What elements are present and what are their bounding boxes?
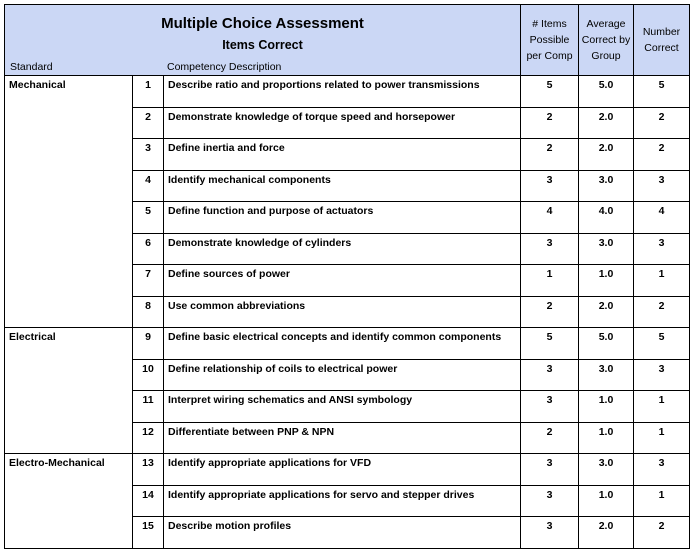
number-correct-value: 5: [634, 328, 690, 360]
standard-column-header: Standard: [10, 61, 53, 73]
competency-number: 9: [133, 328, 164, 360]
table-row: [5, 391, 690, 423]
competency-number: 3: [133, 139, 164, 171]
average-correct-value: 4.0: [579, 202, 634, 234]
items-possible-value: 2: [521, 139, 579, 171]
average-correct-value: 2.0: [579, 107, 634, 139]
competency-description: Demonstrate knowledge of torque speed and horsepower: [164, 107, 521, 139]
table-row: [5, 76, 690, 108]
items-possible-value: 5: [521, 328, 579, 360]
competency-description: Interpret wiring schematics and ANSI symbology: [164, 391, 521, 423]
competency-description: Describe motion profiles: [164, 517, 521, 549]
number-correct-value: 2: [634, 107, 690, 139]
competency-number: 12: [133, 422, 164, 454]
standard-cell: Electro-Mechanical: [5, 454, 133, 486]
average-correct-column-header: Average Correct by Group: [579, 5, 634, 76]
number-correct-value: 3: [634, 233, 690, 265]
table-row: [5, 202, 690, 234]
table-row: [5, 107, 690, 139]
number-correct-value: 5: [634, 76, 690, 108]
items-possible-value: 2: [521, 422, 579, 454]
average-correct-value: 1.0: [579, 485, 634, 517]
competency-description: Use common abbreviations: [164, 296, 521, 328]
average-correct-value: 3.0: [579, 170, 634, 202]
items-possible-column-header: # Items Possible per Comp: [521, 5, 579, 76]
table-row: [5, 517, 690, 549]
competency-number: 2: [133, 107, 164, 139]
assessment-table: [4, 4, 690, 549]
number-correct-value: 2: [634, 139, 690, 171]
page-subtitle: Items Correct: [222, 38, 303, 52]
standard-cell: [5, 170, 133, 202]
number-correct-value: 3: [634, 359, 690, 391]
standard-cell: [5, 359, 133, 391]
number-correct-value: 3: [634, 170, 690, 202]
table-row: [5, 296, 690, 328]
competency-description: Identify appropriate applications for servo and stepper drives: [164, 485, 521, 517]
standard-cell: Electrical: [5, 328, 133, 360]
standard-cell: [5, 265, 133, 297]
competency-description: Define inertia and force: [164, 139, 521, 171]
assessment-table-wrapper: [4, 4, 690, 549]
items-possible-value: 3: [521, 485, 579, 517]
table-body: [5, 76, 690, 549]
competency-number: 11: [133, 391, 164, 423]
title-cell: [5, 5, 521, 76]
header-row: [5, 5, 690, 76]
items-possible-value: 3: [521, 454, 579, 486]
standard-cell: [5, 422, 133, 454]
standard-cell: [5, 391, 133, 423]
competency-description: Identify mechanical components: [164, 170, 521, 202]
items-possible-value: 5: [521, 76, 579, 108]
standard-cell: [5, 107, 133, 139]
items-possible-value: 1: [521, 265, 579, 297]
competency-number: 1: [133, 76, 164, 108]
competency-description: Demonstrate knowledge of cylinders: [164, 233, 521, 265]
items-possible-value: 3: [521, 233, 579, 265]
standard-cell: [5, 202, 133, 234]
competency-number: 5: [133, 202, 164, 234]
items-possible-value: 2: [521, 296, 579, 328]
average-correct-value: 1.0: [579, 265, 634, 297]
competency-description: Define function and purpose of actuators: [164, 202, 521, 234]
number-correct-column-header: Number Correct: [634, 5, 690, 76]
table-row: [5, 265, 690, 297]
average-correct-value: 2.0: [579, 139, 634, 171]
number-correct-value: 3: [634, 454, 690, 486]
table-row: [5, 328, 690, 360]
competency-description: Identify appropriate applications for VFD: [164, 454, 521, 486]
number-correct-value: 2: [634, 296, 690, 328]
competency-number: 6: [133, 233, 164, 265]
competency-number: 8: [133, 296, 164, 328]
average-correct-value: 2.0: [579, 517, 634, 549]
average-correct-value: 2.0: [579, 296, 634, 328]
standard-cell: [5, 485, 133, 517]
competency-description: Define sources of power: [164, 265, 521, 297]
average-correct-value: 1.0: [579, 391, 634, 423]
standard-cell: [5, 139, 133, 171]
average-correct-value: 3.0: [579, 359, 634, 391]
competency-number: 14: [133, 485, 164, 517]
average-correct-value: 5.0: [579, 76, 634, 108]
competency-number: 4: [133, 170, 164, 202]
competency-description: Define basic electrical concepts and identify common components: [164, 328, 521, 360]
standard-cell: [5, 233, 133, 265]
standard-cell: [5, 517, 133, 549]
table-row: [5, 454, 690, 486]
average-correct-value: 1.0: [579, 422, 634, 454]
competency-number: 7: [133, 265, 164, 297]
competency-description: Describe ratio and proportions related to power transmissions: [164, 76, 521, 108]
table-row: [5, 170, 690, 202]
number-correct-value: 1: [634, 485, 690, 517]
table-row: [5, 422, 690, 454]
competency-number: 10: [133, 359, 164, 391]
standard-cell: Mechanical: [5, 76, 133, 108]
competency-description: Define relationship of coils to electrical power: [164, 359, 521, 391]
number-correct-value: 4: [634, 202, 690, 234]
number-correct-value: 1: [634, 391, 690, 423]
average-correct-value: 3.0: [579, 233, 634, 265]
number-correct-value: 1: [634, 422, 690, 454]
table-row: [5, 485, 690, 517]
items-possible-value: 3: [521, 517, 579, 549]
competency-number: 15: [133, 517, 164, 549]
average-correct-value: 5.0: [579, 328, 634, 360]
number-correct-value: 2: [634, 517, 690, 549]
items-possible-value: 2: [521, 107, 579, 139]
standard-cell: [5, 296, 133, 328]
table-row: [5, 233, 690, 265]
table-row: [5, 139, 690, 171]
competency-description: Differentiate between PNP & NPN: [164, 422, 521, 454]
page-title: Multiple Choice Assessment: [161, 15, 364, 32]
items-possible-value: 4: [521, 202, 579, 234]
number-correct-value: 1: [634, 265, 690, 297]
items-possible-value: 3: [521, 170, 579, 202]
table-row: [5, 359, 690, 391]
competency-number: 13: [133, 454, 164, 486]
average-correct-value: 3.0: [579, 454, 634, 486]
items-possible-value: 3: [521, 359, 579, 391]
items-possible-value: 3: [521, 391, 579, 423]
competency-column-header: Competency Description: [167, 61, 282, 73]
